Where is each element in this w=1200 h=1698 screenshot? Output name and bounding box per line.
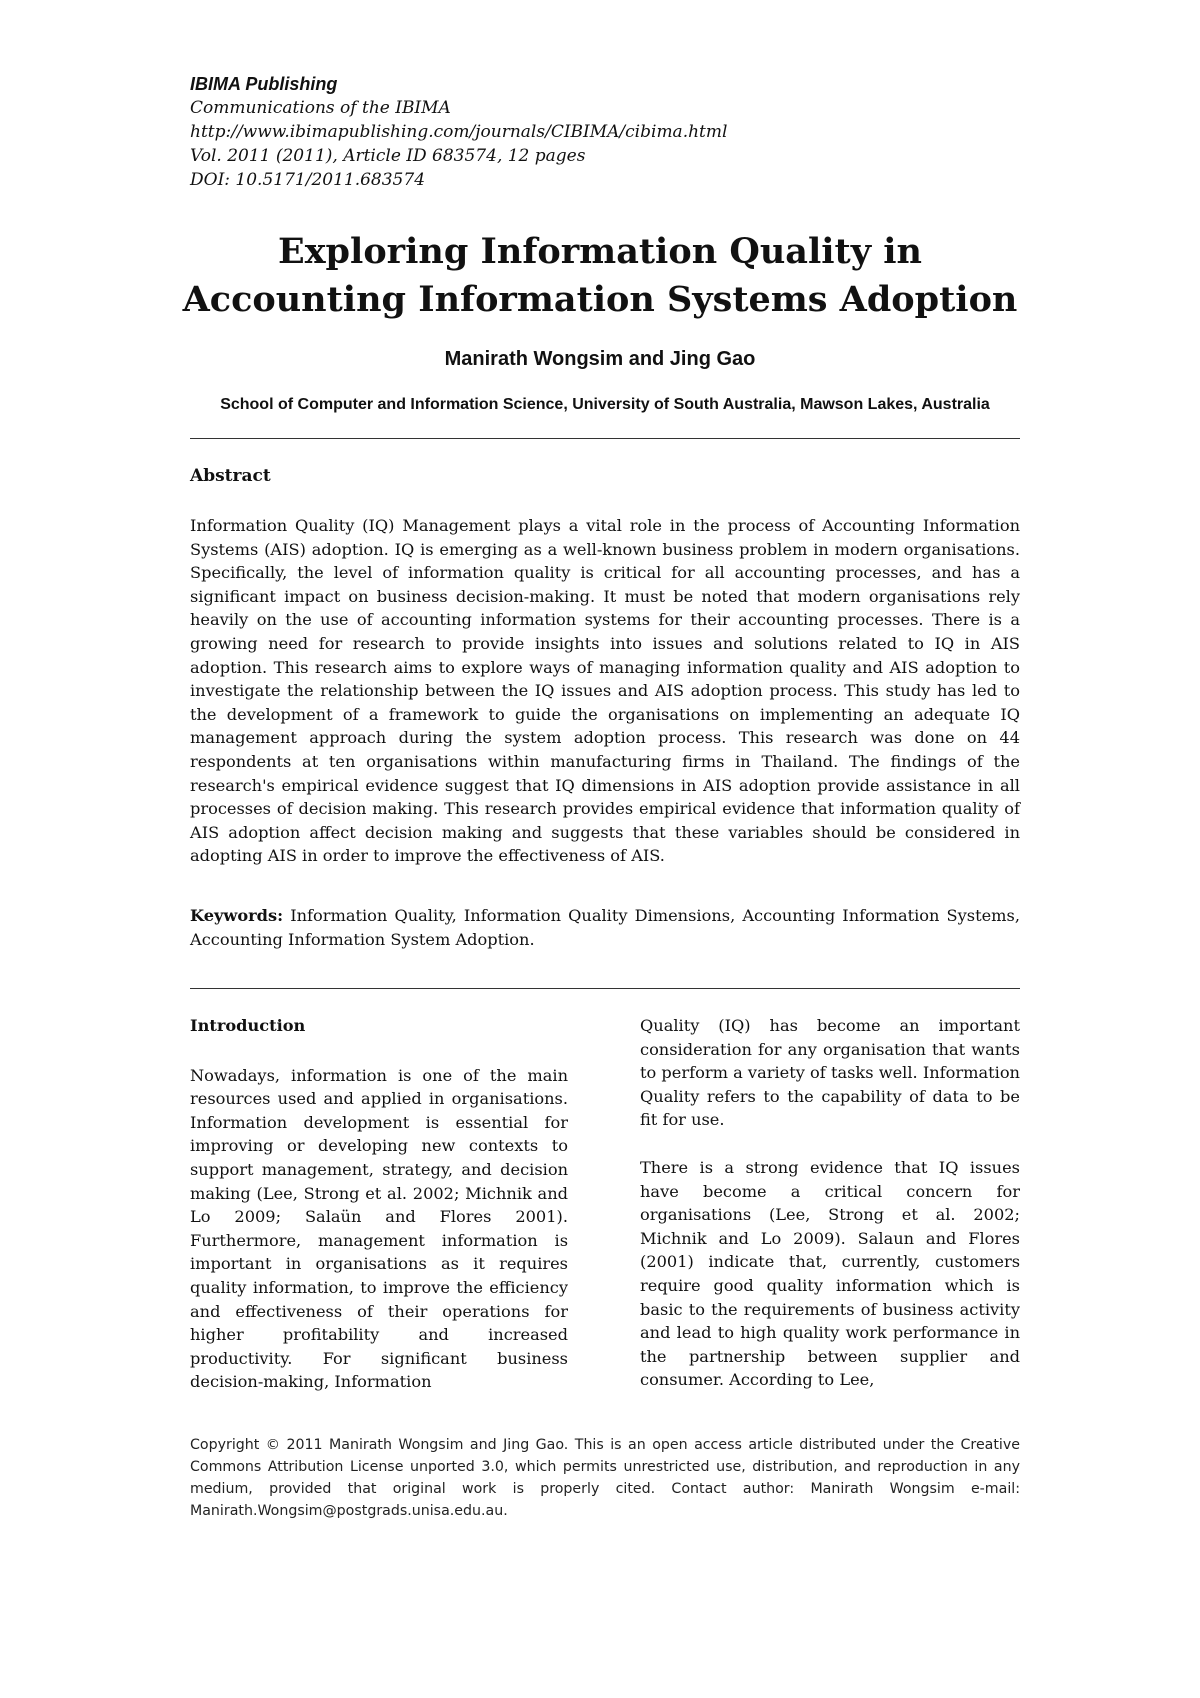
divider-middle [190, 988, 1020, 989]
keywords [190, 904, 1020, 951]
volume-info: Vol. 2011 (2011), Article ID 683574, 12 pages [190, 146, 586, 166]
affiliation: School of Computer and Information Science, University of South Australia, Mawson Lakes, Australia [220, 396, 990, 413]
column-left [190, 1014, 568, 1418]
column-right [640, 1014, 1020, 1416]
journal-url[interactable]: http://www.ibimapublishing.com/journals/CIBIMA/cibima.html [190, 122, 728, 142]
intro-paragraph-2: Quality (IQ) has become an important consideration for any organisation that wants to perform a variety of tasks well. Information Quality refers to the capability of data to be fit for use. [640, 1016, 1020, 1130]
copyright-notice: Copyright © 2011 Manirath Wongsim and Jing Gao. This is an open access article distributed under the Creative Commons Attribution License unported 3.0, which permits unrestricted use, distribution, and reproduction in any medium, provided that original work is properly cited. Contact author: Manirath Wongsim e-mail: Manirath.Wongsim@postgrads.unisa.edu.au. [190, 1437, 1020, 1519]
journal-name: Communications of the IBIMA [190, 98, 451, 118]
intro-paragraph-3: There is a strong evidence that IQ issues have become a critical concern for organisations (Lee, Strong et al. 2002; Michnik and Lo 2009). Salaun and Flores (2001) indicate that, currently, customers require good quality information which is basic to the requirements of business activity and lead to high quality work performance in the partnership between supplier and consumer. According to Lee, [640, 1157, 1020, 1390]
keywords-label: Keywords: [190, 906, 284, 925]
divider-top [190, 438, 1020, 439]
authors: Manirath Wongsim and Jing Gao [444, 348, 756, 370]
doi: DOI: 10.5171/2011.683574 [190, 170, 426, 190]
paper-title [140, 228, 1060, 324]
introduction-heading: Introduction [190, 1016, 306, 1035]
abstract-text: Information Quality (IQ) Management plays a vital role in the process of Accounting Information Systems (AIS) adoption. IQ is emerging as a well-known business problem in modern organisations. Specifically, the level of information quality is critical for all accounting processes, and has a significant impact on business decision-making. It must be noted that modern organisations rely heavily on the use of accounting information systems for their accounting processes. There is a growing need for research to provide insights into issues and solutions related to IQ in AIS adoption. This research aims to explore ways of managing information quality and AIS adoption to investigate the relationship between the IQ issues and AIS adoption process. This study has led to the development of a framework to guide the organisations on implementing an adequate IQ management approach during the system adoption process. This research was done on 44 respondents at ten organisations within manufacturing firms in Thailand. The findings of the research's empirical evidence suggest that IQ dimensions in AIS adoption provide assistance in all processes of decision making. This research provides empirical evidence that information quality of AIS adoption affect decision making and suggests that these variables should be considered in adopting AIS in order to improve the effectiveness of AIS. [190, 516, 1020, 866]
title-line-1: Exploring Information Quality in [278, 231, 922, 272]
abstract-heading: Abstract [190, 466, 271, 486]
keywords-text: Information Quality, Information Quality Dimensions, Accounting Information Systems, Accounting Information System Adoption. [190, 906, 1020, 949]
journal-header [190, 72, 1010, 192]
title-line-2: Accounting Information Systems Adoption [182, 279, 1018, 320]
publisher-name: IBIMA Publishing [190, 74, 338, 94]
intro-paragraph-1: Nowadays, information is one of the main resources used and applied in organisations. Information development is essential for improving or developing new contexts to support management, strategy, and decision making (Lee, Strong et al. 2002; Michnik and Lo 2009; Salaün and Flores 2001). Furthermore, management information is important in organisations as it requires quality information, to improve the efficiency and effectiveness of their operations for higher profitability and increased productivity. For significant business decision-making, Information [190, 1065, 568, 1392]
